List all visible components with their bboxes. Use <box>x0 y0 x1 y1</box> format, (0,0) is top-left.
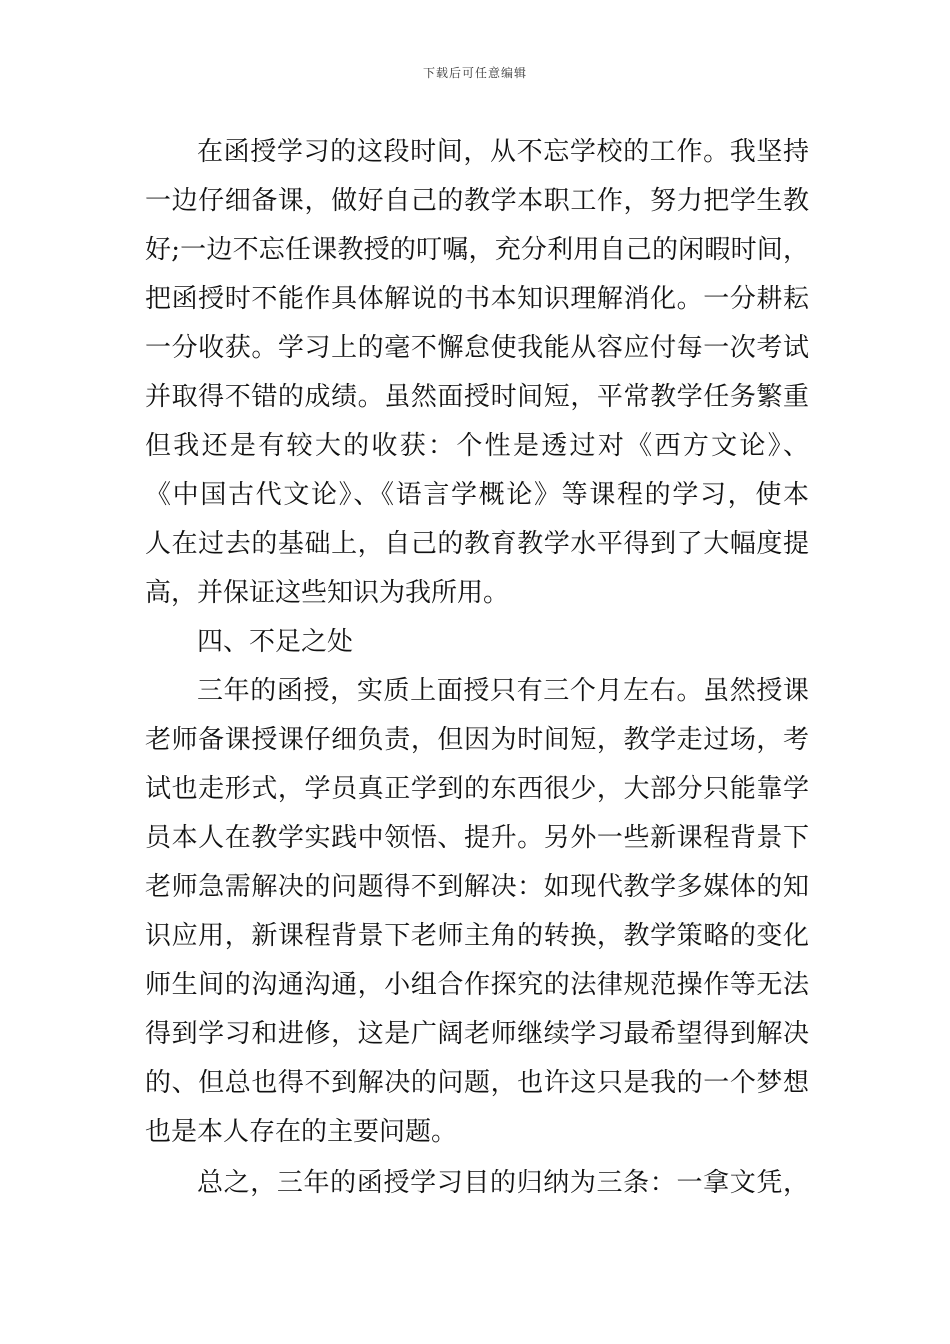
text-line: 好;一边不忘任课教授的叮嘱，充分利用自己的闲暇时间， <box>145 235 809 265</box>
text-line: 得到学习和进修，这是广阔老师继续学习最希望得到解决 <box>145 1019 809 1049</box>
text-line: 识应用，新课程背景下老师主角的转换，教学策略的变化 <box>145 921 809 951</box>
text-line: 一边仔细备课，做好自己的教学本职工作，努力把学生教 <box>145 186 809 216</box>
text-line: 但我还是有较大的收获：个性是透过对《西方文论》、 <box>145 431 809 461</box>
section-heading-shortcomings <box>145 618 809 667</box>
text-line: 高，并保证这些知识为我所用。 <box>145 578 510 608</box>
document-body <box>145 128 809 1208</box>
paragraph-shortcomings <box>145 667 809 1157</box>
text-line: 总之，三年的函授学习目的归纳为三条：一拿文凭， <box>197 1168 809 1198</box>
text-line: 的、但总也得不到解决的问题，也许这只是我的一个梦想 <box>145 1068 809 1098</box>
text-line: 并取得不错的成绩。虽然面授时间短，平常教学任务繁重 <box>145 382 809 412</box>
text-line: 老师备课授课仔细负责，但因为时间短，教学走过场，考 <box>145 725 809 755</box>
paragraph-summary <box>145 1159 809 1208</box>
page-header-note: 下载后可任意编辑 <box>422 66 527 80</box>
text-line: 把函授时不能作具体解说的书本知识理解消化。一分耕耘 <box>145 284 809 314</box>
text-line: 三年的函授，实质上面授只有三个月左右。虽然授课 <box>197 676 809 706</box>
text-line: 一分收获。学习上的毫不懈怠使我能从容应付每一次考试 <box>145 333 809 363</box>
text-line: 也是本人存在的主要问题。 <box>145 1117 458 1147</box>
text-line: 《中国古代文论》、《语言学概论》等课程的学习，使本 <box>145 480 809 510</box>
section-heading: 四、不足之处 <box>197 627 354 657</box>
text-line: 师生间的沟通沟通，小组合作探究的法律规范操作等无法 <box>145 970 809 1000</box>
paragraph-work-and-study <box>145 128 809 618</box>
text-line: 试也走形式，学员真正学到的东西很少，大部分只能靠学 <box>145 774 809 804</box>
text-line: 员本人在教学实践中领悟、提升。另外一些新课程背景下 <box>145 823 809 853</box>
text-line: 在函授学习的这段时间，从不忘学校的工作。我坚持 <box>197 137 809 167</box>
text-line: 人在过去的基础上，自己的教育教学水平得到了大幅度提 <box>145 529 809 559</box>
text-line: 老师急需解决的问题得不到解决：如现代教学多媒体的知 <box>145 872 809 902</box>
